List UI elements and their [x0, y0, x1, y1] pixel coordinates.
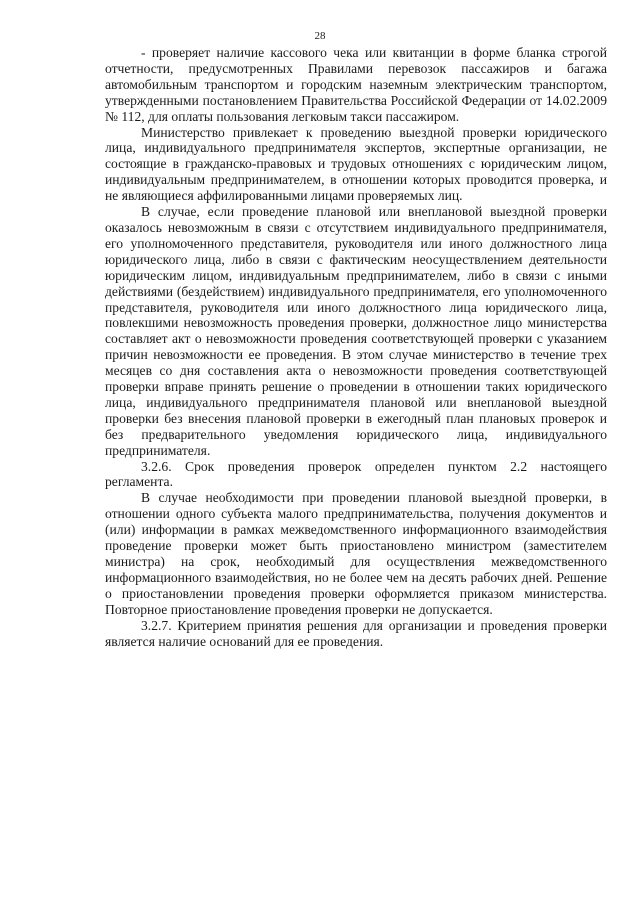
- paragraph-cash-receipt-check: - проверяет наличие кассового чека или квитанции в форме бланка строгой отчетности, предусмотренных Правилами перевозок пассажиров и багажа автомобильным транспортом и городским наземным электрическим транспортом, утвержденными постановлением Правительства Российской Федерации от 14.02.2009 № 112, для оплаты пользования легковым такси пассажиром.: [105, 45, 607, 124]
- paragraph-3-2-6-duration: 3.2.6. Срок проведения проверок определен пунктом 2.2 настоящего регламента.: [105, 458, 607, 490]
- paragraph-experts-involvement: Министерство привлекает к проведению выездной проверки юридического лица, индивидуального предпринимателя экспертов, экспертные организации, не состоящие в гражданско-правовых и трудовых отношениях с юридическим лицом, индивидуальным предпринимателем, в отношении которых проводится проверка, и не являющиеся аффилированными лицами проверяемых лиц.: [105, 124, 607, 204]
- page-number: 28: [314, 30, 326, 42]
- document-body: [105, 45, 607, 649]
- paragraph-suspension: В случае необходимости при проведении плановой выездной проверки, в отношении одного субъекта малого предпринимательства, получения документов и (или) информации в рамках межведомственного информационного взаимодействия проведение проверки может быть приостановлено министром (заместителем министра) на срок, необходимый для осуществления межведомственного информационного взаимодействия, но не более чем на десять рабочих дней. Решение о приостановлении проведения проверки оформляется приказом министерства. Повторное приостановление проведения проверки не допускается.: [105, 490, 607, 617]
- paragraph-3-2-7-criterion: 3.2.7. Критерием принятия решения для организации и проведения проверки является наличие оснований для ее проведения.: [105, 617, 607, 649]
- paragraph-inspection-impossible: В случае, если проведение плановой или внеплановой выездной проверки оказалось невозможным в связи с отсутствием индивидуального предпринимателя, его уполномоченного представителя, руководителя или иного должностного лица юридического лица, либо в связи с фактическим неосуществлением деятельности юридическим лицом, индивидуальным предпринимателем, либо в связи с иными действиями (бездействием) индивидуального предпринимателя, его уполномоченного представителя, руководителя или иного должностного лица юридического лица, повлекшими невозможность проведения проверки, должностное лицо министерства составляет акт о невозможности проведения соответствующей проверки с указанием причин невозможности ее проведения. В этом случае министерство в течение трех месяцев со дня составления акта о невозможности проведения соответствующей проверки вправе принять решение о проведении в отношении таких юридического лица, индивидуального предпринимателя плановой или внеплановой выездной проверки без внесения плановой проверки в ежегодный план плановых проверок и без предварительного уведомления юридического лица, индивидуального предпринимателя.: [105, 204, 607, 458]
